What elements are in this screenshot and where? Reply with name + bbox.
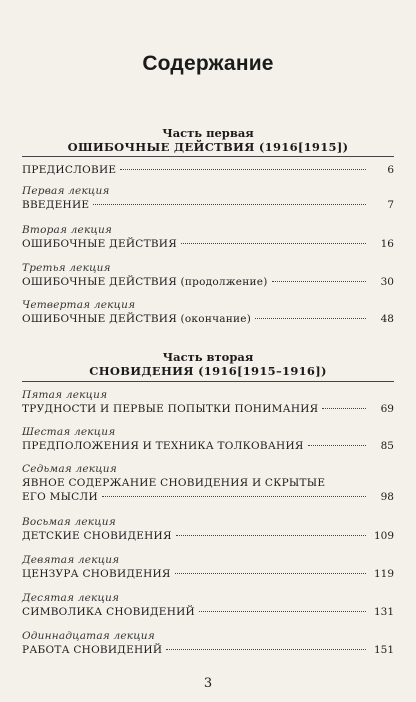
toc-page-number: 151: [373, 644, 394, 656]
toc-page-number: 48: [380, 313, 394, 325]
toc-page-number: 85: [380, 440, 394, 452]
part-one-label: Часть первая: [162, 126, 254, 140]
dot-leader: [166, 649, 366, 650]
part-two-label: Часть вторая: [162, 350, 254, 364]
lecture-label: Девятая лекция: [22, 554, 120, 566]
toc-heading: ВВЕДЕНИЕ: [22, 199, 90, 211]
toc-entry-lecture-10[interactable]: [22, 591, 394, 619]
toc-entry-lecture-2[interactable]: [22, 223, 394, 251]
toc-heading: ОШИБОЧНЫЕ ДЕЙСТВИЯ: [22, 238, 177, 250]
toc-heading: ДЕТСКИЕ СНОВИДЕНИЯ: [22, 530, 172, 542]
toc-page-number: 69: [380, 403, 394, 415]
toc-entry-lecture-11[interactable]: [22, 629, 394, 657]
part-one-rule: [22, 156, 394, 157]
lecture-label: Вторая лекция: [22, 224, 113, 236]
folio-page-number: 3: [203, 676, 213, 691]
toc-entry-lecture-7[interactable]: [22, 462, 394, 504]
toc-page-number: 109: [373, 530, 394, 542]
toc-entry-lecture-5[interactable]: [22, 388, 394, 416]
toc-heading: ЦЕНЗУРА СНОВИДЕНИЯ: [22, 568, 171, 580]
part-two-rule: [22, 381, 394, 382]
toc-entry-lecture-9[interactable]: [22, 553, 394, 581]
dot-leader: [176, 535, 366, 536]
dot-leader: [181, 243, 366, 244]
toc-heading-line-1: ЯВНОЕ СОДЕРЖАНИЕ СНОВИДЕНИЯ И СКРЫТЫЕ: [22, 477, 326, 489]
lecture-label: Одиннадцатая лекция: [22, 630, 155, 642]
dot-leader: [308, 445, 366, 446]
lecture-label: Третья лекция: [22, 262, 111, 274]
dot-leader: [272, 281, 366, 282]
toc-heading: ОШИБОЧНЫЕ ДЕЙСТВИЯ (окончание): [22, 313, 252, 325]
toc-entry-lecture-1[interactable]: [22, 184, 394, 212]
page-title: Содержание: [142, 52, 274, 75]
dot-leader: [322, 408, 366, 409]
toc-page-number: 131: [373, 606, 394, 618]
toc-entry-lecture-3[interactable]: [22, 261, 394, 289]
toc-page-number: 119: [373, 568, 394, 580]
dot-leader: [120, 169, 366, 170]
toc-page-number: 16: [380, 238, 394, 250]
toc-heading: ЕГО МЫСЛИ: [22, 491, 98, 503]
lecture-label: Десятая лекция: [22, 592, 120, 604]
toc-entry-lecture-6[interactable]: [22, 425, 394, 453]
lecture-label: Седьмая лекция: [22, 463, 117, 475]
toc-heading: ПРЕДИСЛОВИЕ: [22, 164, 117, 176]
toc-heading: ПРЕДПОЛОЖЕНИЯ И ТЕХНИКА ТОЛКОВАНИЯ: [22, 440, 304, 452]
dot-leader: [93, 204, 366, 205]
toc-entry-lecture-8[interactable]: [22, 515, 394, 543]
toc-heading: ОШИБОЧНЫЕ ДЕЙСТВИЯ (продолжение): [22, 276, 268, 288]
toc-heading: СИМВОЛИКА СНОВИДЕНИЙ: [22, 606, 195, 618]
toc-entry-preface[interactable]: [22, 163, 394, 177]
lecture-label: Пятая лекция: [22, 389, 108, 401]
lecture-label: Восьмая лекция: [22, 516, 116, 528]
dot-leader: [102, 496, 366, 497]
dot-leader: [175, 573, 366, 574]
toc-page-number: 98: [380, 491, 394, 503]
lecture-label: Шестая лекция: [22, 426, 116, 438]
dot-leader: [255, 318, 366, 319]
toc-page-number: 30: [380, 276, 394, 288]
toc-entry-lecture-4[interactable]: [22, 298, 394, 326]
toc-page-number: 6: [387, 164, 394, 176]
dot-leader: [199, 611, 366, 612]
lecture-label: Первая лекция: [22, 185, 110, 197]
lecture-label: Четвертая лекция: [22, 299, 136, 311]
toc-heading: РАБОТА СНОВИДЕНИЙ: [22, 644, 163, 656]
part-one-title: ОШИБОЧНЫЕ ДЕЙСТВИЯ (1916[1915]): [67, 140, 349, 154]
toc-page-number: 7: [387, 199, 394, 211]
toc-heading: ТРУДНОСТИ И ПЕРВЫЕ ПОПЫТКИ ПОНИМАНИЯ: [22, 403, 319, 415]
part-two-title: СНОВИДЕНИЯ (1916[1915–1916]): [89, 364, 327, 378]
